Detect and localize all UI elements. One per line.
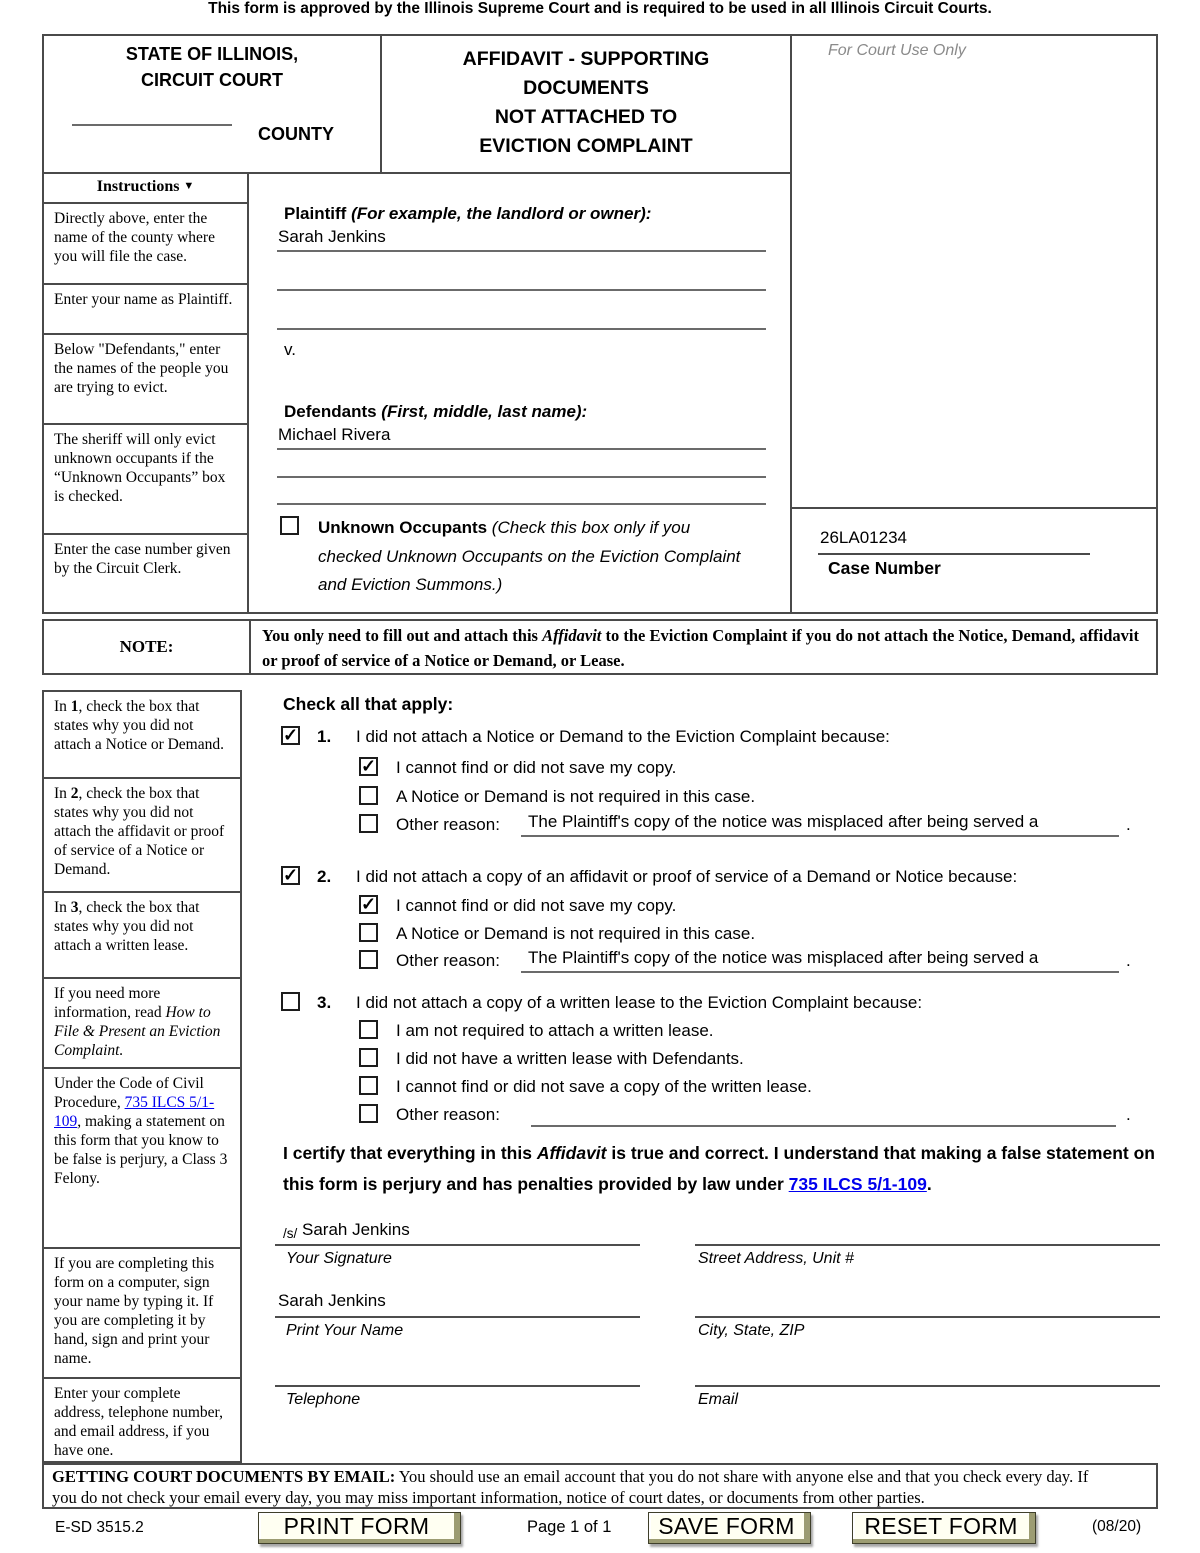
form-title-line: EVICTION COMPLAINT <box>479 135 693 157</box>
telephone-label: Telephone <box>286 1391 361 1408</box>
item2-checkbox[interactable]: ✓ <box>283 865 299 885</box>
form-title-line: DOCUMENTS <box>523 77 649 99</box>
print-name-value[interactable]: Sarah Jenkins <box>278 1291 386 1310</box>
print-name-line[interactable] <box>275 1316 640 1318</box>
defendant-name-value[interactable]: Michael Rivera <box>278 425 391 444</box>
print-name-label: Print Your Name <box>286 1322 404 1339</box>
item2-sub2-checkbox[interactable] <box>359 923 378 942</box>
email-line[interactable] <box>695 1385 1160 1387</box>
email-notice-box <box>42 1463 1158 1509</box>
item2-sub3-checkbox[interactable] <box>359 950 378 969</box>
item2-sub3-label: Other reason: <box>396 951 500 970</box>
item2-number: 2. <box>317 867 332 886</box>
item1-sub2-label: A Notice or Demand is not required in this case. <box>396 787 756 806</box>
note-label: NOTE: <box>119 637 174 656</box>
divider <box>792 507 1156 509</box>
item3-sub4-checkbox[interactable] <box>359 1104 378 1123</box>
plaintiff-label: Plaintiff (For example, the landlord or owner): <box>284 204 652 223</box>
item2-period: . <box>1126 951 1131 970</box>
form-title-line: NOT ATTACHED TO <box>494 106 678 128</box>
city-state-zip-line[interactable] <box>695 1316 1160 1318</box>
item3-sub3-label: I cannot find or did not save a copy of the written lease. <box>396 1077 812 1096</box>
page-number-label: Page 1 of 1 <box>527 1518 612 1536</box>
unknown-occupants-text: Unknown Occupants (Check this box only if you checked Unknown Occupants on the Eviction Complaint and Eviction Summons.) <box>318 518 741 595</box>
instruction-note-signing: If you are completing this form on a computer, sign your name by typing it. If you are completing it by hand, sign and print your name. <box>44 1249 240 1379</box>
item1-sub2-checkbox[interactable] <box>359 786 378 805</box>
instruction-note-section2: In 2, check the box that states why you did not attach the affidavit or proof of service of a Notice or Demand. <box>44 779 240 893</box>
item3-other-reason-line[interactable] <box>531 1125 1116 1127</box>
item1-other-reason-value[interactable]: The Plaintiff's copy of the notice was misplaced after being served a <box>528 812 1039 831</box>
case-number-line[interactable] <box>818 553 1090 555</box>
telephone-line[interactable] <box>275 1385 640 1387</box>
case-number-value[interactable]: 26LA01234 <box>820 528 907 547</box>
instruction-note-section1: In 1, check the box that states why you did not attach a Notice or Demand. <box>44 692 240 779</box>
email-label: Email <box>698 1391 739 1408</box>
instruction-note-sheriff: The sheriff will only evict unknown occupants if the “Unknown Occupants” box is checked. <box>44 425 249 535</box>
item2-label: I did not attach a copy of an affidavit or proof of service of a Demand or Notice because: <box>356 867 1018 886</box>
instruction-note-county: Directly above, enter the name of the county where you will file the case. <box>44 204 249 285</box>
plaintiff-line-2[interactable] <box>277 289 766 291</box>
signature-value[interactable]: /s/ Sarah Jenkins <box>283 1220 410 1241</box>
unknown-occupants-checkbox[interactable] <box>280 516 299 535</box>
instruction-note-case-number: Enter the case number given by the Circuit Clerk. <box>44 535 249 612</box>
lower-instructions-box <box>42 690 242 1463</box>
item3-sub3-checkbox[interactable] <box>359 1076 378 1095</box>
defendant-line-2[interactable] <box>277 476 766 478</box>
item3-label: I did not attach a copy of a written lease to the Eviction Complaint because: <box>356 993 923 1012</box>
defendant-line-1[interactable] <box>277 448 766 450</box>
versus-label: v. <box>284 340 296 359</box>
s-slash-mark: /s/ <box>283 1226 298 1241</box>
approval-line: This form is approved by the Illinois Supreme Court and is required to be used in all Illinois Circuit Courts. <box>208 0 992 17</box>
plaintiff-name-value[interactable]: Sarah Jenkins <box>278 227 386 246</box>
item2-other-reason-value[interactable]: The Plaintiff's copy of the notice was misplaced after being served a <box>528 948 1039 967</box>
instruction-note-address: Enter your complete address, telephone number, and email address, if you have one. <box>54 1385 223 1459</box>
for-court-use-label: For Court Use Only <box>828 42 966 59</box>
item1-sub3-checkbox[interactable] <box>359 814 378 833</box>
item1-sub3-label: Other reason: <box>396 815 500 834</box>
item1-label: I did not attach a Notice or Demand to the Eviction Complaint because: <box>356 727 890 746</box>
item1-sub1-label: I cannot find or did not save my copy. <box>396 758 677 777</box>
state-line: STATE OF ILLINOIS, <box>125 44 299 64</box>
item2-other-reason-line[interactable] <box>521 971 1119 973</box>
certification-text: I certify that everything in this Affidavit is true and correct. I understand that making a false statement on this form is perjury and has penalties provided by law under 735 ILCS 5/1-109. <box>283 1143 1155 1195</box>
signature-label: Your Signature <box>286 1250 392 1267</box>
item1-period: . <box>1126 815 1131 834</box>
item1-number: 1. <box>317 727 332 746</box>
item3-checkbox[interactable] <box>281 992 300 1011</box>
street-address-label: Street Address, Unit # <box>698 1250 854 1267</box>
item3-period: . <box>1126 1105 1131 1124</box>
check-all-heading: Check all that apply: <box>283 694 454 714</box>
item2-sub2-label: A Notice or Demand is not required in this case. <box>396 924 756 943</box>
note-box <box>42 619 1158 675</box>
item1-other-reason-line[interactable] <box>521 835 1119 837</box>
item3-sub2-checkbox[interactable] <box>359 1048 378 1067</box>
defendants-label: Defendants (First, middle, last name): <box>284 402 588 421</box>
instructions-dropdown[interactable] <box>44 174 249 204</box>
item2-sub1-checkbox[interactable]: ✓ <box>361 894 377 914</box>
reset-form-button[interactable]: RESET FORM <box>852 1512 1036 1544</box>
revision-label: (08/20) <box>1092 1518 1142 1535</box>
item3-sub1-label: I am not required to attach a written lease. <box>396 1021 714 1040</box>
plaintiff-line-1[interactable] <box>277 250 766 252</box>
item3-sub2-label: I did not have a written lease with Defendants. <box>396 1049 744 1068</box>
item3-number: 3. <box>317 993 332 1012</box>
email-notice-text: GETTING COURT DOCUMENTS BY EMAIL: You should use an email account that you do not share with anyone else and that you check every day. If you do not check your email every day, you may miss important information, notice of court dates, or documents from other parties. <box>52 1467 1089 1508</box>
instruction-note-section3: In 3, check the box that states why you did not attach a written lease. <box>44 893 240 979</box>
instruction-note-perjury: Under the Code of Civil Procedure, 735 ILCS 5/1-109, making a statement on this form that you know to be false is perjury, a Class 3 Felony. <box>44 1069 240 1249</box>
defendant-line-3[interactable] <box>277 503 766 505</box>
form-id: E-SD 3515.2 <box>55 1519 144 1536</box>
divider <box>790 36 792 612</box>
item1-checkbox[interactable]: ✓ <box>283 725 299 745</box>
street-address-line[interactable] <box>695 1244 1160 1246</box>
instruction-note-defendants: Below "Defendants," enter the names of the people you are trying to evict. <box>44 335 249 425</box>
case-number-label: Case Number <box>828 558 941 578</box>
item3-sub1-checkbox[interactable] <box>359 1020 378 1039</box>
chevron-down-icon: ▼ <box>183 180 195 192</box>
item2-sub1-label: I cannot find or did not save my copy. <box>396 896 677 915</box>
ilcs-link[interactable]: 735 ILCS 5/1-109 <box>54 1093 215 1130</box>
county-label: COUNTY <box>258 124 334 144</box>
item1-sub1-checkbox[interactable]: ✓ <box>361 756 377 776</box>
instructions-label: Instructions <box>96 178 180 195</box>
circuit-court-line: CIRCUIT COURT <box>141 70 283 90</box>
city-state-zip-label: City, State, ZIP <box>698 1322 805 1339</box>
signature-line[interactable] <box>275 1244 640 1246</box>
upper-form-box <box>42 34 1158 614</box>
instruction-note-more-info: If you need more information, read How to File & Present an Eviction Complaint. <box>44 979 240 1069</box>
note-text: You only need to fill out and attach this Affidavit to the Eviction Complaint if you do not attach the Notice, Demand, affidavit or proof of service of a Notice or Demand, or Lease. <box>262 626 1139 670</box>
ilcs-link[interactable]: 735 ILCS 5/1-109 <box>788 1174 927 1195</box>
print-form-button[interactable]: PRINT FORM <box>258 1512 461 1544</box>
form-title-line: AFFIDAVIT - SUPPORTING <box>462 48 710 70</box>
county-input-line[interactable] <box>72 124 232 126</box>
save-form-button[interactable]: SAVE FORM <box>648 1512 811 1544</box>
item3-sub4-label: Other reason: <box>396 1105 500 1124</box>
instruction-note-plaintiff: Enter your name as Plaintiff. <box>44 285 249 335</box>
plaintiff-line-3[interactable] <box>277 328 766 330</box>
divider <box>249 621 251 673</box>
